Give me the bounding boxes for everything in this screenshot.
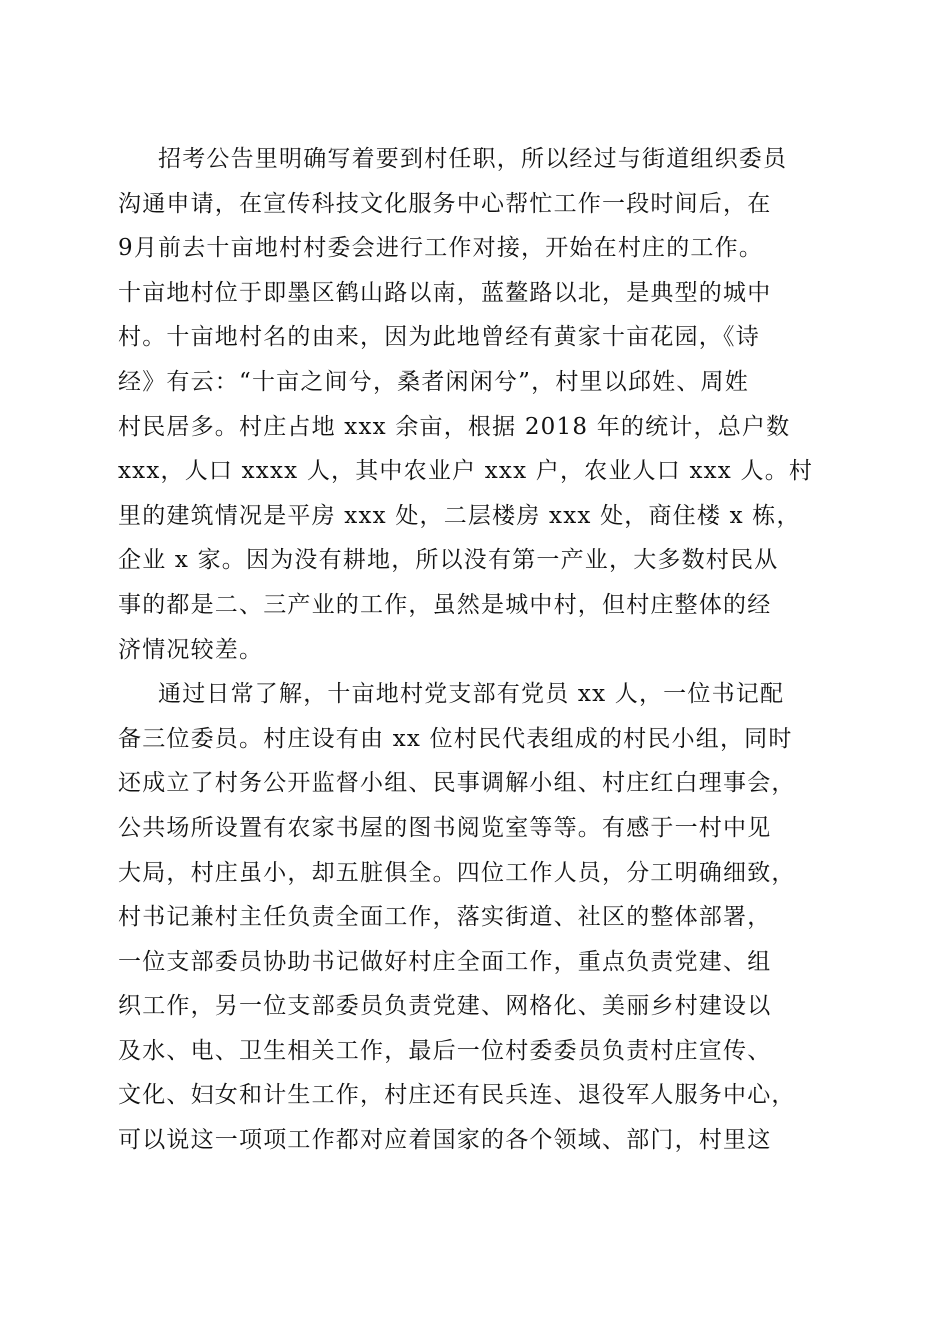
text-line: 里的建筑情况是平房 xxx 处，二层楼房 xxx 处，商住楼 x 栋，: [118, 502, 801, 529]
text-line: 村书记兼村主任负责全面工作，落实街道、社区的整体部署，: [118, 904, 772, 931]
text-line: 备三位委员。村庄设有由 xx 位村民代表组成的村民小组，同时: [118, 725, 793, 752]
text-line: 村民居多。村庄占地 xxx 余亩，根据 2018 年的统计，总户数: [118, 413, 791, 440]
text-line: 一位支部委员协助书记做好村庄全面工作，重点负责党建、组: [118, 948, 772, 975]
text-line: 企业 x 家。因为没有耕地，所以没有第一产业，大多数村民从: [118, 547, 779, 574]
text-line: 济情况较差。: [118, 636, 264, 663]
text-line: 村。十亩地村名的由来，因为此地曾经有黄家十亩花园，《诗: [118, 324, 760, 351]
text-line: 经》有云：“十亩之间兮，桑者闲闲兮”，村里以邱姓、周姓: [118, 368, 749, 395]
text-line: 招考公告里明确写着要到村任职，所以经过与街道组织委员: [158, 146, 788, 172]
text-line: 可以说这一项项工作都对应着国家的各个领域、部门，村里这: [118, 1127, 772, 1154]
text-line: 织工作，另一位支部委员负责党建、网格化、美丽乡村建设以: [118, 993, 772, 1020]
text-line: 十亩地村位于即墨区鹤山路以南，蓝鳌路以北，是典型的城中: [118, 279, 772, 306]
document-body: [118, 137, 830, 1163]
text-line: 沟通申请，在宣传科技文化服务中心帮忙工作一段时间后，在: [118, 190, 772, 217]
text-line: 及水、电、卫生相关工作，最后一位村委委员负责村庄宣传、: [118, 1037, 772, 1064]
text-line: 事的都是二、三产业的工作，虽然是城中村，但村庄整体的经: [118, 591, 772, 618]
text-line: 还成立了村务公开监督小组、民事调解小组、村庄红白理事会，: [118, 770, 796, 797]
text-line: 公共场所设置有农家书屋的图书阅览室等等。有感于一村中见: [118, 814, 772, 841]
paragraph-1: [118, 137, 830, 672]
text-line: 9月前去十亩地村村委会进行工作对接，开始在村庄的工作。: [118, 235, 764, 262]
text-line: xxx，人口 xxxx 人，其中农业户 xxx 户，农业人口 xxx 人。村: [118, 458, 814, 485]
text-line: 大局，村庄虽小，却五脏俱全。四位工作人员，分工明确细致，: [118, 859, 796, 886]
text-line: 通过日常了解，十亩地村党支部有党员 xx 人，一位书记配: [158, 681, 785, 708]
paragraph-2: [118, 672, 830, 1163]
text-line: 文化、妇女和计生工作，村庄还有民兵连、退役军人服务中心，: [118, 1082, 796, 1109]
